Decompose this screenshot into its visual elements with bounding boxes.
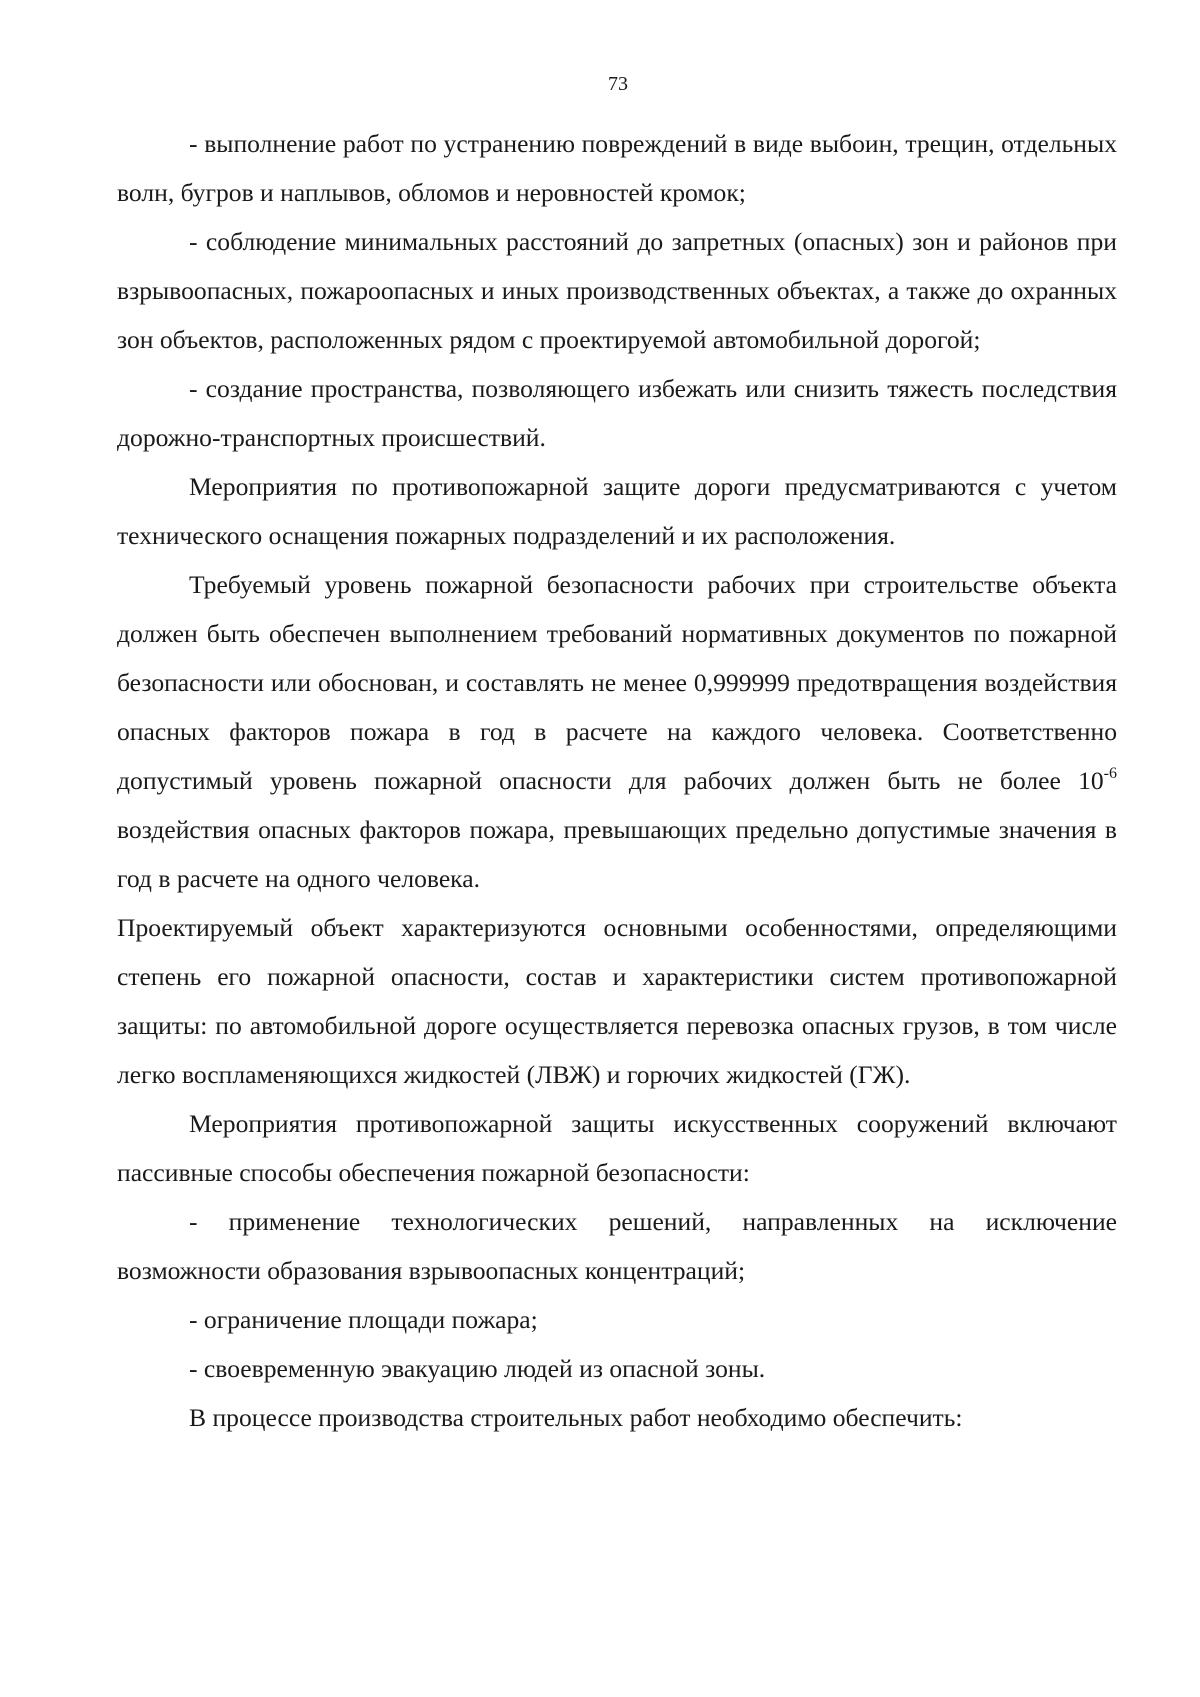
paragraph-minimum-distances: - соблюдение минимальных расстояний до запретных (опасных) зон и районов при взрывоопасных, пожароопасных и иных производственных объектах, а также до охранных зон объектов, расположенных рядом с проектируемой автомобильной дорогой; xyxy=(117,227,1117,354)
document-body xyxy=(117,119,1117,1442)
page-number: 73 xyxy=(608,73,628,95)
paragraph-fire-protection-measures: Мероприятия по противопожарной защите дороги предусматриваются с учетом технического оснащения пожарных подразделений и их расположения. xyxy=(117,472,1117,550)
exponent: -6 xyxy=(1103,765,1117,782)
paragraph-designed-object: Проектируемый объект характеризуются основными особенностями, определяющими степень его пожарной опасности, состав и характеристики систем противопожарной защиты: по автомобильной дороге осуществляется перевозка опасных грузов, в том числе легко воспламеняющихся жидкостей (ЛВЖ) и горючих жидкостей (ГЖ). xyxy=(117,913,1117,1089)
paragraph-evacuation: - своевременную эвакуацию людей из опасной зоны. xyxy=(189,1354,766,1383)
paragraph-safety-space: - создание пространства, позволяющего избежать или снизить тяжесть последствия дорожно-транспортных происшествий. xyxy=(117,374,1117,452)
paragraph-construction-process: В процессе производства строительных работ необходимо обеспечить: xyxy=(189,1403,963,1432)
paragraph-fire-area-limit: - ограничение площади пожара; xyxy=(189,1305,538,1334)
fire-safety-text-end: воздействия опасных факторов пожара, превышающих предельно допустимые значения в год в расчете на одного человека. xyxy=(117,815,1117,893)
paragraph-fire-safety-level xyxy=(117,560,1117,903)
paragraph-technological-solutions: - применение технологических решений, направленных на исключение возможности образования взрывоопасных концентраций; xyxy=(117,1207,1117,1285)
paragraph-passive-methods: Мероприятия противопожарной защиты искусственных сооружений включают пассивные способы обеспечения пожарной безопасности: xyxy=(117,1109,1117,1187)
fire-safety-text-start: Требуемый уровень пожарной безопасности рабочих при строительстве объекта должен быть обеспечен выполнением требований нормативных документов по пожарной безопасности или обоснован, и составлять не менее 0,999999 предотвращения воздействия опасных факторов пожара в год в расчете на каждого человека. Соответственно допустимый уровень пожарной опасности для рабочих должен быть не более 10 xyxy=(117,570,1117,795)
paragraph-repair-works: - выполнение работ по устранению повреждений в виде выбоин, трещин, отдельных волн, бугров и наплывов, обломов и неровностей кромок; xyxy=(117,129,1117,207)
